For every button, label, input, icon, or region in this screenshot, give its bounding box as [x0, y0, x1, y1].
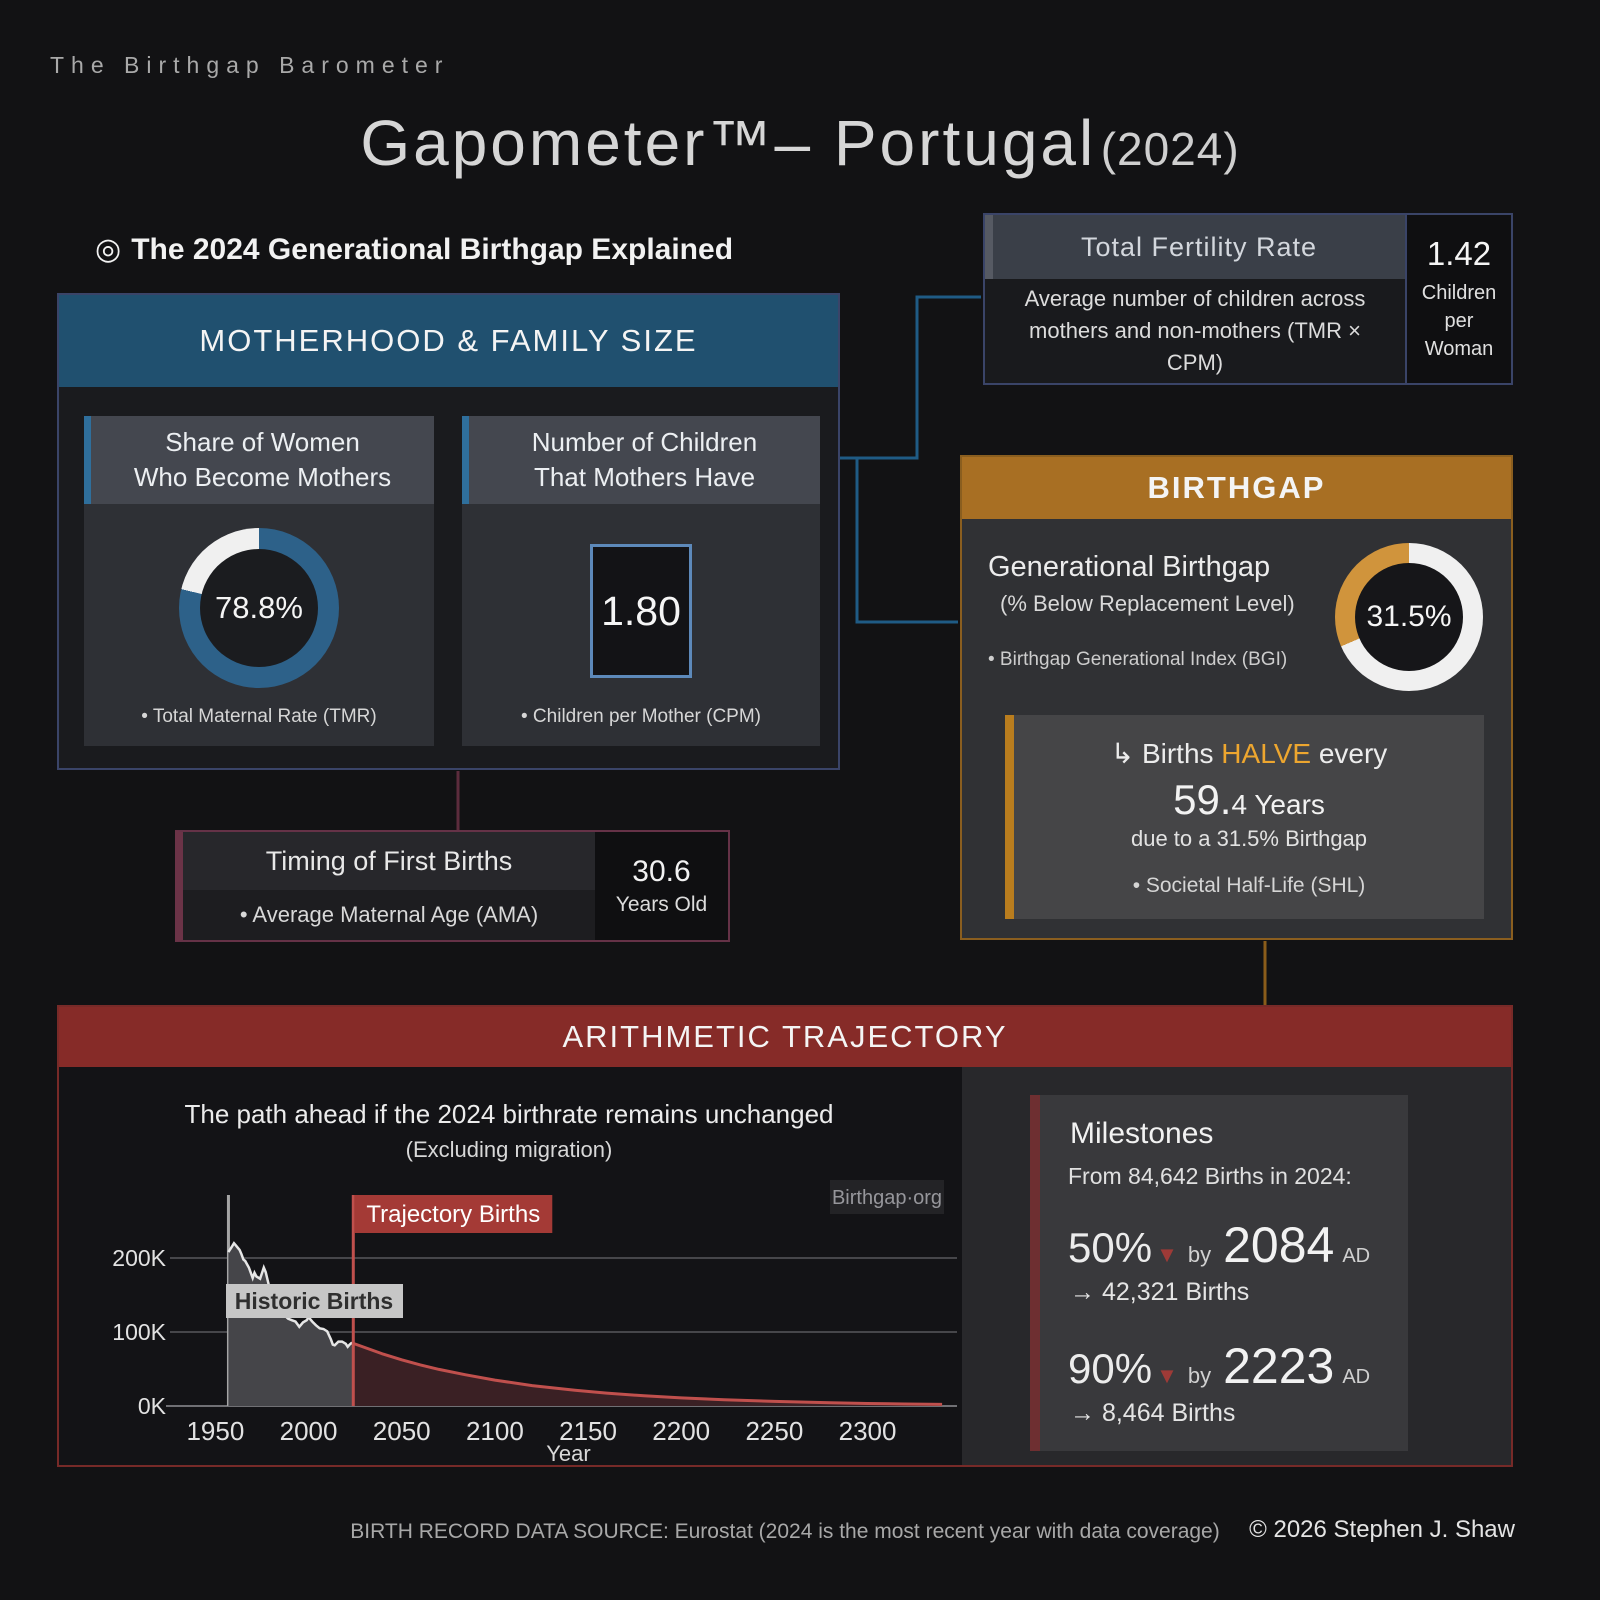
birthgap-panel: [960, 455, 1513, 940]
bullseye-icon: ◎: [95, 233, 122, 266]
birthgap-body: [962, 519, 1511, 940]
milestones-card: [1030, 1095, 1408, 1451]
down-triangle-icon: ▼: [1156, 1242, 1178, 1267]
birthgap-value: 31.5%: [1355, 563, 1463, 671]
watermark: Birthgap·org: [831, 1187, 943, 1209]
tmr-caption: • Total Maternal Rate (TMR): [141, 706, 377, 727]
y-tick-label: 0K: [137, 1393, 166, 1419]
historic-area: [228, 1243, 353, 1406]
connector-tfr: [840, 297, 981, 458]
x-tick-label: 2300: [838, 1416, 897, 1446]
milestone-row-90: 90% ▼ by 2223 AD: [1068, 1338, 1371, 1394]
tfr-unit: Children per Woman: [1421, 282, 1497, 360]
explainer-heading-text: The 2024 Generational Birthgap Explained: [131, 233, 734, 266]
tmr-card-title: Share of Women Who Become Mothers: [84, 416, 434, 504]
timing-panel: [175, 830, 730, 942]
shl-line1: ↳ Births HALVE every: [1110, 737, 1388, 769]
x-tick-label: 2050: [372, 1416, 431, 1446]
tmr-value: 78.8%: [200, 549, 318, 667]
shl-halve-highlight: HALVE: [1221, 737, 1312, 769]
trajectory-subtitle: The path ahead if the 2024 birthrate remains unchanged: [184, 1099, 834, 1129]
timing-main: [183, 832, 595, 940]
x-tick-label: 2150: [559, 1416, 617, 1446]
birthgap-title: Generational Birthgap: [988, 551, 1271, 583]
page-title-year: (2024): [1100, 123, 1240, 175]
trajectory-note: (Excluding migration): [405, 1137, 613, 1162]
timing-caption: • Average Maternal Age (AMA): [239, 902, 539, 927]
shl-due: due to a 31.5% Birthgap: [1130, 825, 1368, 851]
x-axis-title: Year: [546, 1441, 591, 1462]
timing-value-block: [595, 832, 728, 940]
tfr-value: 1.42: [1426, 235, 1492, 272]
cpm-card-title: Number of Children That Mothers Have: [462, 416, 820, 504]
milestones-section: [962, 1067, 1511, 1465]
milestones-from: From 84,642 Births in 2024:: [1068, 1163, 1352, 1189]
milestone-births-90: → 8,464 Births: [1070, 1399, 1236, 1427]
brand-label: The Birthgap Barometer: [50, 52, 450, 78]
data-source-note: BIRTH RECORD DATA SOURCE: Eurostat (2024 is the most recent year with data coverage): [350, 1520, 1220, 1543]
trajectory-chart: [89, 1162, 989, 1462]
cpm-value: 1.80: [590, 544, 692, 678]
trajectory-body: [59, 1067, 1511, 1465]
page-title: [0, 106, 1600, 180]
tfr-value-block: [1405, 215, 1511, 383]
shl-caption: • Societal Half-Life (SHL): [1132, 873, 1366, 897]
timing-value: 30.6: [632, 855, 691, 888]
cpm-caption: • Children per Mother (CPM): [521, 706, 761, 727]
tmr-card: [84, 416, 434, 746]
timing-header: Timing of First Births: [183, 832, 595, 890]
shl-value: 59.4 Years: [1173, 775, 1325, 823]
trajectory-panel-header: ARITHMETIC TRAJECTORY: [59, 1007, 1511, 1067]
trajectory-panel: [57, 1005, 1513, 1467]
tfr-description: Average number of children across mothers and non-mothers (TMR × CPM): [1024, 286, 1366, 375]
birthgap-subtitle: (% Below Replacement Level): [1000, 591, 1295, 616]
tfr-panel: [983, 213, 1513, 385]
x-tick-label: 2200: [652, 1416, 711, 1446]
tmr-donut: [179, 528, 339, 688]
historic-label: Historic Births: [234, 1288, 394, 1314]
birthgap-panel-header: BIRTHGAP: [962, 457, 1511, 519]
shl-box: [1005, 715, 1484, 919]
page-title-main: Gapometer™– Portugal: [360, 107, 1097, 179]
explainer-heading: [95, 232, 733, 267]
x-tick-label: 2250: [745, 1416, 804, 1446]
connector-birthgap: [857, 458, 958, 622]
birthgap-donut: [1335, 543, 1483, 691]
timing-unit: Years Old: [615, 893, 708, 916]
x-tick-label: 1950: [186, 1416, 245, 1446]
milestone-births-50: → 42,321 Births: [1070, 1278, 1250, 1306]
x-tick-label: 2100: [465, 1416, 524, 1446]
tfr-header: Total Fertility Rate: [985, 215, 1405, 279]
x-tick-label: 2000: [279, 1416, 338, 1446]
milestones-title: Milestones: [1070, 1117, 1214, 1150]
down-triangle-icon: ▼: [1156, 1363, 1178, 1388]
motherhood-panel: [57, 293, 840, 770]
copyright: © 2026 Stephen J. Shaw: [1249, 1516, 1515, 1543]
y-tick-label: 200K: [112, 1245, 166, 1271]
cpm-card: [462, 416, 820, 746]
trajectory-label: Trajectory Births: [366, 1201, 541, 1228]
motherhood-panel-header: MOTHERHOOD & FAMILY SIZE: [59, 295, 838, 387]
y-tick-label: 100K: [112, 1319, 166, 1345]
tfr-main: [985, 215, 1405, 383]
milestone-row-50: 50% ▼ by 2084 AD: [1068, 1217, 1371, 1273]
birthgap-caption: • Birthgap Generational Index (BGI): [988, 649, 1288, 670]
